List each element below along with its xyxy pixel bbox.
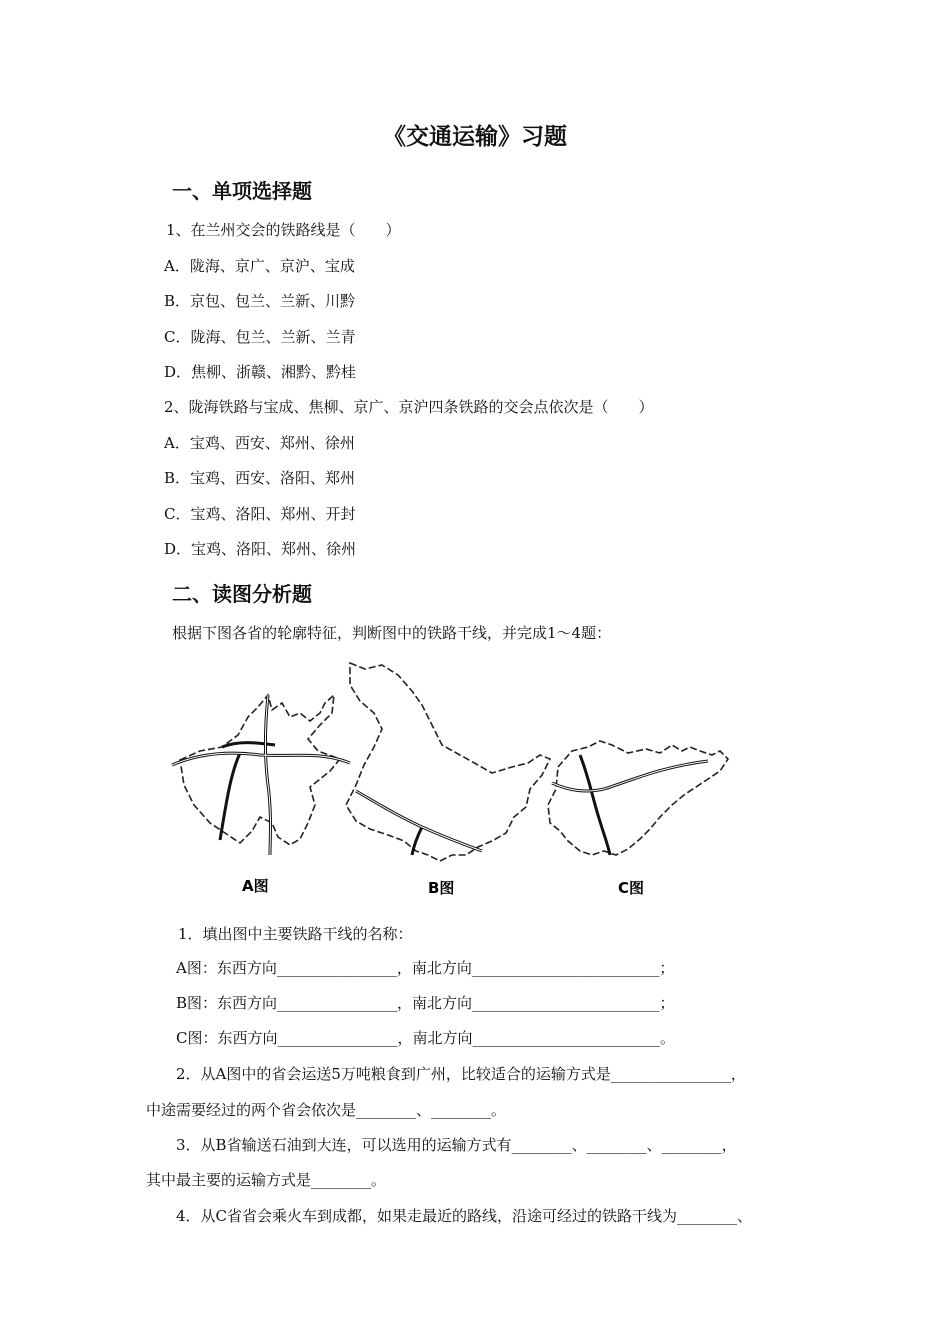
map-question-3-line-2: 其中最主要的运输方式是________。 [146,1171,387,1189]
map-c-outline [548,741,728,855]
map-question-3-line-1: 3．从B省输送石油到大连，可以选用的运输方式有________、________、________， [176,1136,737,1154]
map-question-1-a: A图：东西方向________________，南北方向_________________________； [176,959,675,977]
map-b-caption: B图 [428,879,455,897]
question-1-option-c: C．陇海、包兰、兰新、兰青 [164,328,356,346]
question-1-stem: 1、在兰州交会的铁路线是（ ） [166,221,401,239]
question-2-stem: 2、陇海铁路与宝成、焦柳、京广、京沪四条铁路的交会点依次是（ ） [164,398,654,416]
question-1-option-d: D．焦柳、浙赣、湘黔、黔桂 [164,363,357,381]
map-a-railways [172,695,350,855]
map-b-railways [356,791,482,855]
map-question-1-b: B图：东西方向________________，南北方向_________________________； [176,994,675,1012]
map-question-4-line-1: 4．从C省省会乘火车到成都，如果走最近的路线，沿途可经过的铁路干线为________、 [176,1207,753,1225]
question-2-option-d: D．宝鸡、洛阳、郑州、徐州 [164,540,357,558]
section-heading-map-analysis: 二、读图分析题 [172,582,312,606]
section-heading-choice: 一、单项选择题 [172,179,312,203]
question-1-option-a: A．陇海、京广、京沪、宝成 [164,257,355,275]
map-b-outline [346,663,550,861]
map-c-railways [552,755,708,855]
map-a-outline [180,695,340,845]
map-a-caption: A图 [242,877,269,895]
map-question-2-line-2: 中途需要经过的两个省会依次是________、________。 [146,1101,507,1119]
question-2-option-c: C．宝鸡、洛阳、郑州、开封 [164,505,356,523]
map-intro-text: 根据下图各省的轮廓特征，判断图中的铁路干线，并完成1～4题： [172,624,612,642]
question-2-option-b: B．宝鸡、西安、洛阳、郑州 [164,469,356,487]
question-2-option-a: A．宝鸡、西安、郑州、徐州 [164,434,355,452]
map-c-caption: C图 [618,879,645,897]
map-question-1-stem: 1．填出图中主要铁路干线的名称： [178,925,413,943]
question-1-option-b: B．京包、包兰、兰新、川黔 [164,292,356,310]
map-question-1-c: C图：东西方向________________，南北方向_________________________。 [176,1029,675,1047]
province-railway-maps [160,655,740,905]
page-title: 《交通运输》习题 [383,124,567,150]
map-question-2-line-1: 2．从A图中的省会运送5万吨粮食到广州，比较适合的运输方式是________________， [176,1065,746,1083]
